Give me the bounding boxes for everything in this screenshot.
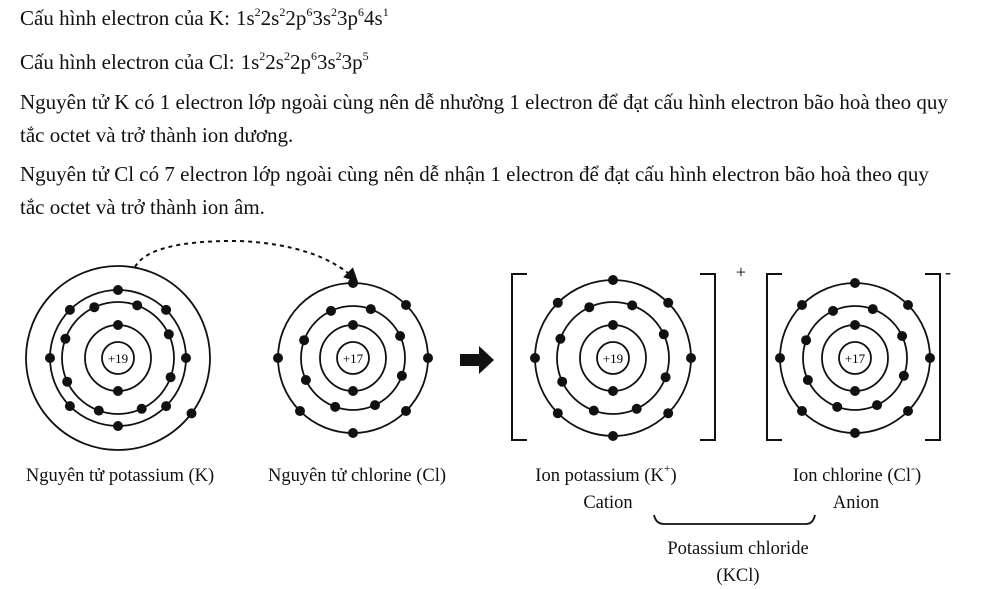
- nucleus-charge: +17: [844, 351, 866, 366]
- electron: [132, 300, 142, 310]
- electron: [661, 372, 671, 382]
- paragraph-chlorine: Nguyên tử Cl có 7 electron lớp ngoài cùng nên dễ nhận 1 electron để đạt cấu hình electron bão hoà theo quy tắc octet và trở thành ion âm.: [20, 162, 929, 219]
- orbital-term: 2s: [260, 6, 280, 30]
- electron: [850, 428, 860, 438]
- orbital-electron-count: 1: [382, 5, 389, 19]
- electron: [330, 402, 340, 412]
- electron: [903, 406, 913, 416]
- electron: [797, 406, 807, 416]
- k-ion-caption-end: ): [670, 466, 677, 486]
- electron: [94, 406, 104, 416]
- electron: [89, 302, 99, 312]
- electron: [295, 406, 305, 416]
- electron: [801, 335, 811, 345]
- electron: [803, 375, 813, 385]
- electron: [530, 353, 540, 363]
- electron: [166, 372, 176, 382]
- electron: [899, 371, 909, 381]
- electron: [45, 353, 55, 363]
- orbital-term: 2p: [285, 6, 307, 30]
- electron: [395, 331, 405, 341]
- orbital-term: 3p: [337, 6, 358, 30]
- k-ion-model: [530, 275, 696, 441]
- electron: [326, 306, 336, 316]
- nucleus-charge: +19: [602, 351, 624, 366]
- electron: [608, 386, 618, 396]
- electron: [62, 377, 72, 387]
- electron: [348, 428, 358, 438]
- orbital-term: 4s: [364, 6, 383, 30]
- electron: [60, 334, 70, 344]
- electron: [608, 275, 618, 285]
- electron: [164, 329, 174, 339]
- electron: [663, 298, 673, 308]
- reaction-arrow: [460, 346, 494, 374]
- k-ion-caption-text: Ion potassium (K: [535, 466, 664, 486]
- electron: [366, 304, 376, 314]
- orbital-electron-count: 6: [310, 49, 317, 63]
- electron: [65, 305, 75, 315]
- electron: [397, 371, 407, 381]
- electron: [608, 431, 618, 441]
- electron: [850, 386, 860, 396]
- orbital-term: 2p: [289, 50, 311, 74]
- nucleus-charge: +19: [107, 351, 129, 366]
- electron: [903, 300, 913, 310]
- electron: [686, 353, 696, 363]
- electron: [187, 408, 197, 418]
- compound-name: Potassium chloride: [667, 539, 809, 559]
- electron: [65, 401, 75, 411]
- nucleus-charge: +17: [342, 351, 364, 366]
- orbital-electron-count: 6: [306, 5, 313, 19]
- electron: [627, 300, 637, 310]
- k-ion-caption-sup: +: [663, 461, 671, 475]
- k-ion-type: Cation: [583, 493, 633, 513]
- orbital-term: 3s: [316, 50, 336, 74]
- orbital-term: 2s: [265, 50, 284, 74]
- k-ion-charge: +: [735, 262, 747, 282]
- orbital-electron-count: 2: [279, 5, 286, 19]
- compound-formula: (KCl): [716, 566, 760, 586]
- electron: [828, 306, 838, 316]
- electron: [557, 377, 567, 387]
- k-ion-caption: [535, 461, 677, 487]
- cl-atom-model: [273, 278, 433, 438]
- electron: [301, 375, 311, 385]
- orbital-electron-count: 2: [254, 5, 261, 19]
- config-cl-label: Cấu hình electron của Cl:: [20, 50, 235, 74]
- cl-ion-caption-end: ): [915, 466, 922, 486]
- k-atom-caption: Nguyên tử potassium (K): [25, 466, 215, 486]
- k-atom-model: [26, 266, 210, 450]
- electron: [137, 404, 147, 414]
- electron: [663, 408, 673, 418]
- orbital-electron-count: 2: [335, 49, 342, 63]
- cl-ion-caption-sup: -: [911, 461, 915, 475]
- electron: [925, 353, 935, 363]
- paragraph-potassium: Nguyên tử K có 1 electron lớp ngoài cùng nên dễ nhường 1 electron để đạt cấu hình electron bão hoà theo quy tắc octet và trở thành ion dương.: [20, 90, 948, 147]
- electron: [113, 421, 123, 431]
- electron: [348, 386, 358, 396]
- electron: [589, 406, 599, 416]
- electron: [401, 406, 411, 416]
- cl-ion-model: [775, 278, 935, 438]
- electron: [797, 300, 807, 310]
- config-k-label: Cấu hình electron của K:: [20, 6, 230, 30]
- electron: [584, 302, 594, 312]
- orbital-term: 3s: [312, 6, 331, 30]
- electron: [872, 400, 882, 410]
- cl-ion-type: Anion: [832, 493, 880, 513]
- electron: [113, 285, 123, 295]
- electron: [299, 335, 309, 345]
- electron: [850, 320, 860, 330]
- electron: [608, 320, 618, 330]
- electron: [273, 353, 283, 363]
- cl-ion-caption: [792, 461, 922, 487]
- electron: [659, 329, 669, 339]
- electron: [348, 278, 358, 288]
- orbital-electron-count: 5: [362, 49, 369, 63]
- electron: [401, 300, 411, 310]
- electron: [632, 404, 642, 414]
- electron: [553, 298, 563, 308]
- orbital-electron-count: 2: [259, 49, 266, 63]
- k-ion-bracket-left: [512, 274, 527, 440]
- electron: [555, 334, 565, 344]
- electron: [850, 278, 860, 288]
- electron-transfer-arrow: [135, 241, 356, 280]
- orbital-term: 1s: [235, 6, 255, 30]
- electron: [161, 305, 171, 315]
- electron: [181, 353, 191, 363]
- electron: [113, 320, 123, 330]
- orbital-electron-count: 2: [283, 49, 290, 63]
- electron: [832, 402, 842, 412]
- cl-ion-caption-text: Ion chlorine (Cl: [792, 466, 911, 486]
- cl-ion-charge: -: [945, 262, 951, 282]
- electron: [348, 320, 358, 330]
- electron: [423, 353, 433, 363]
- cl-atom-caption: Nguyên tử chlorine (Cl): [267, 466, 447, 486]
- electron: [161, 401, 171, 411]
- electron: [897, 331, 907, 341]
- electron: [370, 400, 380, 410]
- compound-brace: [654, 515, 815, 524]
- orbital-electron-count: 2: [331, 5, 337, 19]
- electron: [113, 386, 123, 396]
- electron: [868, 304, 878, 314]
- electron: [553, 408, 563, 418]
- orbital-term: 3p: [341, 50, 363, 74]
- electron: [775, 353, 785, 363]
- orbital-term: 1s: [240, 50, 260, 74]
- orbital-electron-count: 6: [358, 5, 364, 19]
- k-ion-bracket-right: [700, 274, 715, 440]
